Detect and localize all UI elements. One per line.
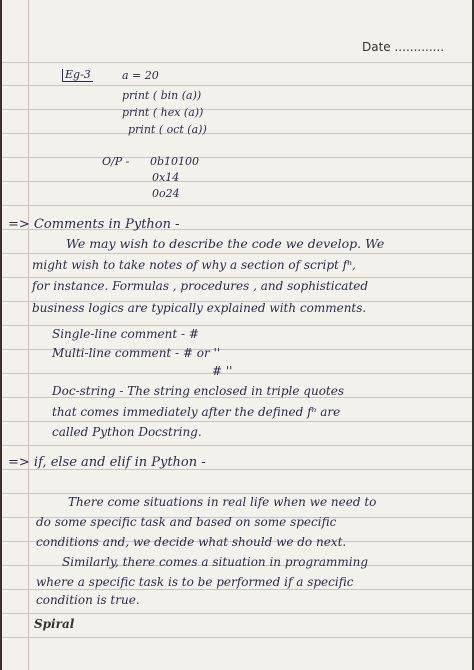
ifelse-line-1: There come situations in real life when we need to — [68, 495, 377, 509]
comments-line-4: business logics are typically explained with comments. — [32, 301, 367, 315]
date-label: Date ............. — [362, 40, 445, 54]
code-print-hex: print ( hex (a)) — [122, 106, 204, 119]
ifelse-line-5: where a specific task is to be performed if a specific — [36, 575, 354, 589]
ruled-line — [2, 277, 472, 278]
ruled-line — [2, 445, 472, 446]
output-label: O/P - — [102, 155, 130, 168]
ruled-line — [2, 181, 472, 182]
spiral-brand-logo: Spiral — [34, 617, 75, 631]
ruled-line — [2, 493, 472, 494]
ruled-line — [2, 109, 472, 110]
ruled-line — [2, 85, 472, 86]
comments-line-3: for instance. Formulas , procedures , and sophisticated — [32, 279, 369, 293]
multi-line-comment: Multi-line comment - # or '' — [52, 346, 221, 360]
ruled-line — [2, 613, 472, 614]
ruled-line — [2, 62, 472, 63]
ifelse-line-4: Similarly, there comes a situation in programming — [62, 555, 369, 569]
output-oct: 0o24 — [152, 187, 180, 200]
ifelse-line-6: condition is true. — [36, 593, 140, 607]
notebook-page — [2, 0, 472, 670]
comments-line-1: We may wish to describe the code we develop. We — [66, 236, 385, 251]
example-label: Eg-3 — [62, 69, 93, 82]
ruled-line — [2, 133, 472, 134]
ifelse-line-2: do some specific task and based on some specific — [36, 515, 337, 529]
docstring-line-3: called Python Docstring. — [52, 425, 202, 439]
code-assign: a = 20 — [122, 69, 159, 82]
output-bin: 0b10100 — [150, 155, 200, 168]
ruled-line — [2, 253, 472, 254]
ruled-line — [2, 325, 472, 326]
ruled-line — [2, 373, 472, 374]
comments-heading: => Comments in Python - — [8, 217, 180, 232]
ruled-line — [2, 205, 472, 206]
ruled-line — [2, 157, 472, 158]
ifelse-heading: => if, else and elif in Python - — [8, 455, 206, 470]
comments-line-2: might wish to take notes of why a section of script fⁿ, — [32, 258, 356, 272]
docstring-line-2: that comes immediately after the defined fⁿ are — [52, 405, 341, 419]
ruled-line — [2, 589, 472, 590]
ifelse-line-3: conditions and, we decide what should we do next. — [36, 535, 347, 549]
code-print-bin: print ( bin (a)) — [122, 89, 202, 102]
margin-line — [28, 0, 29, 670]
multi-line-comment-2: # '' — [212, 364, 233, 378]
ruled-line — [2, 637, 472, 638]
output-hex: 0x14 — [152, 171, 180, 184]
ruled-line — [2, 421, 472, 422]
code-print-oct: print ( oct (a)) — [128, 123, 207, 136]
docstring-line-1: Doc-string - The string enclosed in triple quotes — [52, 384, 344, 398]
single-line-comment: Single-line comment - # — [52, 327, 199, 341]
